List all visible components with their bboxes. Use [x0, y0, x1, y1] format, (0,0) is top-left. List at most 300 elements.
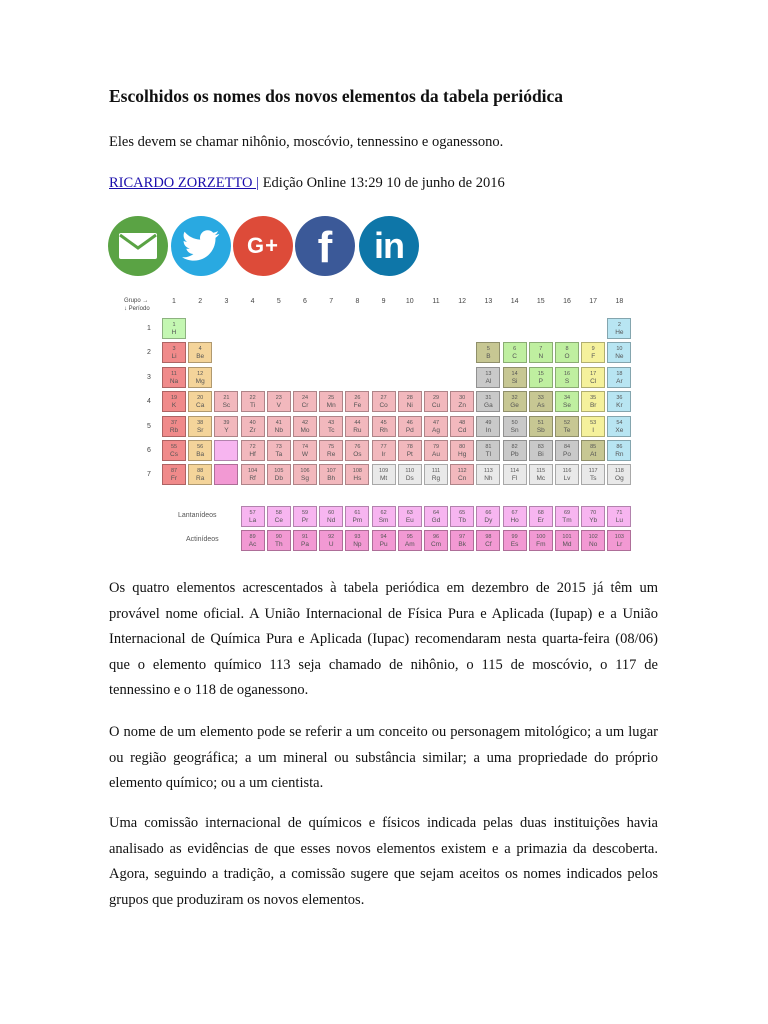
element-symbol: Y [224, 426, 229, 434]
atomic-number: 77 [380, 444, 387, 450]
article-subtitle: Eles devem se chamar nihônio, moscóvio, tennessino e oganessono. [109, 134, 504, 150]
element-symbol: Rf [249, 475, 256, 483]
element-cell [188, 440, 212, 461]
element-cell [345, 530, 369, 551]
element-symbol: Re [327, 451, 336, 458]
element-cell [319, 464, 343, 485]
element-symbol: W [301, 451, 309, 458]
element-cell [607, 506, 631, 527]
share-facebook-button[interactable] [295, 216, 355, 276]
element-cell [398, 416, 422, 437]
atomic-number: 42 [301, 419, 309, 426]
atomic-number: 5 [486, 346, 490, 353]
element-cell [162, 391, 186, 412]
element-cell [476, 416, 500, 437]
element-symbol: Fe [353, 402, 362, 410]
element-cell [529, 416, 553, 437]
element-cell [398, 440, 422, 461]
share-email-button[interactable] [108, 216, 168, 276]
element-cell [555, 391, 579, 412]
atomic-number: 107 [326, 468, 336, 475]
period-axis-label: ↓ Período [124, 306, 150, 312]
element-cell [188, 464, 212, 485]
element-symbol: Lr [616, 541, 623, 548]
atomic-number: 91 [301, 534, 309, 540]
group-number: 18 [615, 298, 624, 305]
atomic-number: 86 [616, 444, 623, 450]
element-symbol: Sb [536, 426, 545, 434]
atomic-number: 65 [459, 510, 466, 516]
atomic-number: 102 [588, 534, 598, 540]
atomic-number: 104 [248, 468, 258, 475]
atomic-number: 17 [590, 370, 597, 377]
element-symbol: Tm [562, 517, 572, 524]
element-cell [162, 440, 186, 461]
element-symbol: Er [537, 517, 545, 524]
element-symbol: Ne [615, 353, 624, 361]
element-cell [188, 391, 212, 412]
element-cell [319, 506, 343, 527]
element-cell [345, 440, 369, 461]
atomic-number: 31 [485, 395, 492, 402]
author-link[interactable]: RICARDO ZORZETTO | [109, 175, 260, 191]
element-symbol: Xe [615, 426, 624, 434]
group-number: 10 [405, 298, 414, 305]
atomic-number: 4 [198, 346, 202, 353]
element-symbol: Tc [327, 426, 335, 434]
atomic-number: 22 [249, 395, 256, 402]
group-number: 15 [536, 298, 545, 305]
element-symbol: In [485, 426, 492, 434]
element-cell [214, 416, 238, 437]
element-cell [267, 530, 291, 551]
element-cell [398, 530, 422, 551]
element-symbol: O [564, 353, 570, 361]
element-symbol: Ge [510, 402, 519, 410]
group-number: 6 [303, 298, 307, 305]
group-number: 2 [198, 298, 203, 305]
paragraph-1: Os quatro elementos acrescentados à tabela periódica em dezembro de 2015 já têm um provável nome oficial. A União Internacional de Física Pura e Aplicada (Iupap) e a União Internacional de Química Pura e Aplicada (Iupac) recomendaram nesta quarta-feira (08/06) que o elemento químico 113 seja chamado de nihônio, o 115 de moscóvio, o 117 de tennessino e o 118 de oganessono. [109, 580, 658, 698]
element-symbol: Nh [484, 475, 493, 483]
atomic-number: 28 [406, 395, 413, 402]
element-symbol: Db [274, 475, 283, 483]
element-symbol: Rb [169, 426, 179, 434]
group-axis-label: Grupo → [124, 298, 149, 304]
element-symbol: Rg [431, 475, 441, 483]
atomic-number: 20 [197, 395, 204, 402]
element-symbol: V [276, 402, 281, 410]
element-symbol: Cs [170, 451, 178, 458]
element-cell [581, 530, 605, 551]
element-symbol: Yb [589, 517, 598, 524]
atomic-number: 33 [537, 395, 544, 402]
element-cell [450, 464, 474, 485]
element-cell [241, 391, 265, 412]
element-cell [581, 416, 605, 437]
element-symbol: Ce [274, 517, 283, 524]
element-symbol: Pd [405, 426, 414, 434]
atomic-number: 62 [380, 510, 387, 516]
element-cell [476, 367, 500, 388]
element-cell [345, 416, 369, 437]
element-symbol: Ag [432, 426, 440, 434]
atomic-number: 118 [615, 468, 624, 475]
atomic-number: 71 [616, 510, 623, 516]
atomic-number: 83 [537, 444, 544, 450]
element-symbol: Pa [301, 541, 309, 548]
period-number: 2 [147, 349, 151, 357]
share-twitter-button[interactable] [171, 216, 231, 276]
atomic-number: 96 [432, 534, 440, 540]
atomic-number: 40 [249, 419, 256, 426]
group-number: 12 [458, 298, 467, 305]
element-cell [162, 342, 186, 363]
element-cell [503, 391, 527, 412]
element-cell [503, 464, 527, 485]
element-symbol: Bk [458, 541, 466, 548]
period-number: 5 [147, 422, 151, 430]
atomic-number: 95 [406, 534, 413, 540]
element-symbol: Pr [301, 517, 309, 524]
element-cell [214, 464, 238, 485]
atomic-number: 1 [172, 322, 176, 328]
element-cell [424, 506, 448, 527]
element-cell [450, 416, 474, 437]
group-number: 17 [589, 298, 598, 305]
atomic-number: 75 [328, 444, 335, 450]
element-cell [555, 530, 579, 551]
atomic-number: 60 [328, 510, 335, 516]
element-symbol: Dy [484, 517, 493, 524]
element-cell [450, 530, 474, 551]
group-number: 13 [484, 298, 493, 305]
atomic-number: 14 [511, 370, 518, 377]
element-cell [267, 464, 291, 485]
element-cell [398, 391, 422, 412]
element-symbol: La [248, 517, 257, 524]
element-cell [293, 391, 317, 412]
element-cell [319, 391, 343, 412]
atomic-number: 9 [591, 346, 595, 353]
element-cell [293, 506, 317, 527]
atomic-number: 38 [197, 419, 204, 426]
element-cell [450, 440, 474, 461]
atomic-number: 66 [485, 510, 492, 516]
element-cell [319, 416, 343, 437]
element-cell [555, 506, 579, 527]
atomic-number: 85 [590, 444, 597, 450]
element-cell [607, 530, 631, 551]
element-cell [503, 506, 527, 527]
element-symbol: Nb [274, 426, 283, 434]
element-symbol: Pt [406, 451, 413, 458]
atomic-number: 23 [275, 395, 282, 402]
atomic-number: 43 [328, 419, 335, 426]
element-symbol: Sc [222, 402, 231, 410]
element-symbol: Br [589, 402, 597, 410]
element-cell [581, 464, 605, 485]
element-symbol: C [512, 353, 517, 361]
element-symbol: He [615, 329, 624, 336]
period-number: 1 [147, 325, 151, 332]
atomic-number: 27 [380, 395, 387, 402]
element-cell [607, 391, 631, 412]
atomic-number: 105 [274, 468, 284, 475]
atomic-number: 112 [457, 468, 467, 475]
element-symbol: No [589, 541, 598, 548]
element-symbol: H [171, 329, 177, 336]
atomic-number: 26 [354, 395, 361, 402]
element-cell [372, 506, 396, 527]
element-symbol: Ho [510, 517, 519, 524]
element-symbol: B [486, 353, 491, 361]
element-symbol: Te [563, 426, 571, 434]
element-cell [529, 391, 553, 412]
element-cell [267, 506, 291, 527]
atomic-number: 88 [197, 468, 204, 475]
element-cell [293, 530, 317, 551]
article-title: Escolhidos os nomes dos novos elementos da tabela periódica [109, 86, 564, 106]
atomic-number: 68 [537, 510, 544, 516]
element-cell [214, 440, 238, 461]
element-cell [345, 464, 369, 485]
atomic-number: 30 [459, 395, 466, 402]
atomic-number: 34 [563, 395, 571, 402]
element-symbol: Es [510, 541, 519, 548]
element-symbol: Ru [353, 426, 362, 434]
element-symbol: U [328, 541, 334, 548]
atomic-number: 61 [354, 510, 361, 516]
element-symbol: Ds [405, 475, 414, 483]
group-number: 1 [172, 298, 176, 305]
element-symbol: Fl [511, 475, 518, 483]
element-cell [529, 530, 553, 551]
element-symbol: Bi [537, 451, 544, 458]
element-cell [529, 506, 553, 527]
atomic-number: 98 [485, 534, 492, 540]
atomic-number: 53 [590, 419, 597, 426]
element-symbol: Na [169, 377, 179, 385]
element-cell [581, 367, 605, 388]
share-google-plus-button[interactable] [233, 216, 293, 276]
element-symbol: Sm [378, 517, 389, 524]
atomic-number: 44 [354, 419, 361, 426]
atomic-number: 6 [513, 346, 517, 353]
element-symbol: Hf [249, 451, 256, 458]
element-cell [450, 391, 474, 412]
atomic-number: 97 [459, 534, 466, 540]
element-cell [476, 506, 500, 527]
element-symbol: Nd [327, 517, 336, 524]
element-symbol: I [592, 426, 595, 434]
element-cell [267, 391, 291, 412]
atomic-number: 82 [511, 444, 518, 450]
element-cell [241, 506, 265, 527]
atomic-number: 106 [300, 468, 310, 475]
atomic-number: 74 [301, 444, 309, 450]
element-cell [372, 464, 396, 485]
atomic-number: 72 [249, 444, 256, 450]
element-symbol: Si [511, 377, 518, 385]
atomic-number: 8 [565, 346, 569, 353]
facebook-icon: f [317, 223, 333, 272]
element-cell [607, 318, 631, 339]
atomic-number: 109 [379, 468, 389, 475]
element-symbol: Au [432, 451, 440, 458]
atomic-number: 48 [459, 419, 466, 426]
element-cell [555, 342, 579, 363]
atomic-number: 54 [616, 419, 623, 426]
element-symbol: Mo [300, 426, 310, 434]
element-cell [529, 440, 553, 461]
element-cell [607, 367, 631, 388]
element-symbol: Sr [196, 426, 204, 434]
element-symbol: Rh [379, 426, 388, 434]
element-cell [293, 416, 317, 437]
atomic-number: 115 [536, 468, 546, 475]
element-cell [162, 367, 186, 388]
atomic-number: 99 [511, 534, 518, 540]
element-cell [424, 416, 448, 437]
element-cell [267, 440, 291, 461]
element-cell [503, 530, 527, 551]
element-symbol: Ba [196, 451, 205, 458]
element-symbol: Ir [381, 451, 386, 458]
atomic-number: 79 [432, 444, 440, 450]
element-symbol: Mt [379, 475, 388, 483]
element-cell [607, 342, 631, 363]
atomic-number: 11 [171, 370, 177, 377]
element-symbol: Md [562, 541, 572, 548]
atomic-number: 100 [536, 534, 546, 540]
element-cell [241, 440, 265, 461]
atomic-number: 103 [614, 534, 624, 540]
element-cell [529, 367, 553, 388]
share-linkedin-button[interactable] [359, 216, 419, 276]
element-symbol: Zr [249, 426, 256, 434]
element-cell [372, 416, 396, 437]
element-cell [162, 416, 186, 437]
atomic-number: 92 [328, 534, 335, 540]
atomic-number: 110 [405, 468, 415, 475]
paragraph-2: O nome de um elemento pode se referir a um conceito ou personagem mitológico; a um lugar ou região geográfica; a um mineral ou substância similar; a uma propriedade do próprio elemento químico; ou a um cientista. [109, 724, 658, 791]
element-cell [476, 342, 500, 363]
byline [109, 175, 505, 192]
element-symbol: F [591, 353, 596, 361]
element-cell [529, 464, 553, 485]
element-cell [607, 416, 631, 437]
element-cell [529, 342, 553, 363]
element-cell [293, 464, 317, 485]
periodic-table-figure [120, 296, 640, 558]
atomic-number: 45 [380, 419, 387, 426]
atomic-number: 7 [539, 346, 543, 353]
element-cell [345, 391, 369, 412]
element-cell [398, 464, 422, 485]
element-cell [188, 416, 212, 437]
element-cell [188, 342, 212, 363]
element-cell [319, 530, 343, 551]
atomic-number: 29 [432, 395, 440, 402]
element-symbol: Pu [379, 541, 388, 548]
element-symbol: At [590, 451, 597, 458]
atomic-number: 12 [197, 370, 204, 377]
element-symbol: N [538, 353, 544, 361]
element-symbol: Po [563, 451, 571, 458]
atomic-number: 114 [510, 468, 519, 475]
element-symbol: Cm [430, 541, 442, 548]
element-symbol: Np [353, 541, 362, 548]
atomic-number: 108 [352, 468, 362, 475]
atomic-number: 63 [406, 510, 413, 516]
element-cell [214, 391, 238, 412]
bird-icon [182, 230, 220, 262]
atomic-number: 39 [223, 419, 230, 426]
atomic-number: 16 [563, 370, 571, 377]
atomic-number: 80 [459, 444, 466, 450]
atomic-number: 50 [511, 419, 518, 426]
element-symbol: K [171, 402, 177, 410]
element-symbol: Gd [431, 517, 441, 524]
element-symbol: As [537, 402, 545, 410]
element-symbol: Cl [590, 377, 597, 385]
lanthanides-label: Lantanídeos [178, 512, 217, 519]
element-symbol: Cd [458, 426, 467, 434]
atomic-number: 76 [354, 444, 361, 450]
atomic-number: 37 [170, 419, 178, 426]
element-symbol: P [538, 377, 543, 385]
atomic-number: 3 [172, 346, 176, 353]
atomic-number: 84 [563, 444, 571, 450]
element-cell [424, 391, 448, 412]
element-symbol: Eu [405, 517, 414, 524]
element-cell [581, 391, 605, 412]
element-symbol: Th [275, 541, 283, 548]
group-number: 8 [355, 298, 360, 305]
google-plus-icon: G+ [247, 233, 279, 258]
element-cell [476, 391, 500, 412]
atomic-number: 32 [511, 395, 518, 402]
group-number: 3 [224, 298, 229, 305]
group-number: 16 [563, 298, 571, 305]
element-cell [503, 416, 527, 437]
element-cell [476, 530, 500, 551]
atomic-number: 15 [537, 370, 544, 377]
atomic-number: 59 [301, 510, 309, 516]
atomic-number: 55 [170, 444, 178, 450]
element-cell [555, 464, 579, 485]
atomic-number: 113 [484, 468, 493, 475]
element-symbol: Am [404, 541, 415, 548]
atomic-number: 111 [431, 468, 441, 475]
element-cell [555, 440, 579, 461]
atomic-number: 117 [588, 468, 598, 475]
element-symbol: Sn [510, 426, 519, 434]
atomic-number: 52 [563, 419, 571, 426]
element-symbol: Fm [536, 541, 546, 548]
element-cell [450, 506, 474, 527]
atomic-number: 81 [485, 444, 492, 450]
element-cell [398, 506, 422, 527]
element-symbol: Ac [248, 541, 257, 548]
atomic-number: 41 [275, 419, 282, 426]
element-symbol: Ta [275, 451, 283, 458]
atomic-number: 18 [616, 370, 623, 377]
period-number: 7 [147, 471, 151, 479]
element-cell [424, 464, 448, 485]
element-cell [607, 440, 631, 461]
atomic-number: 94 [380, 534, 387, 540]
